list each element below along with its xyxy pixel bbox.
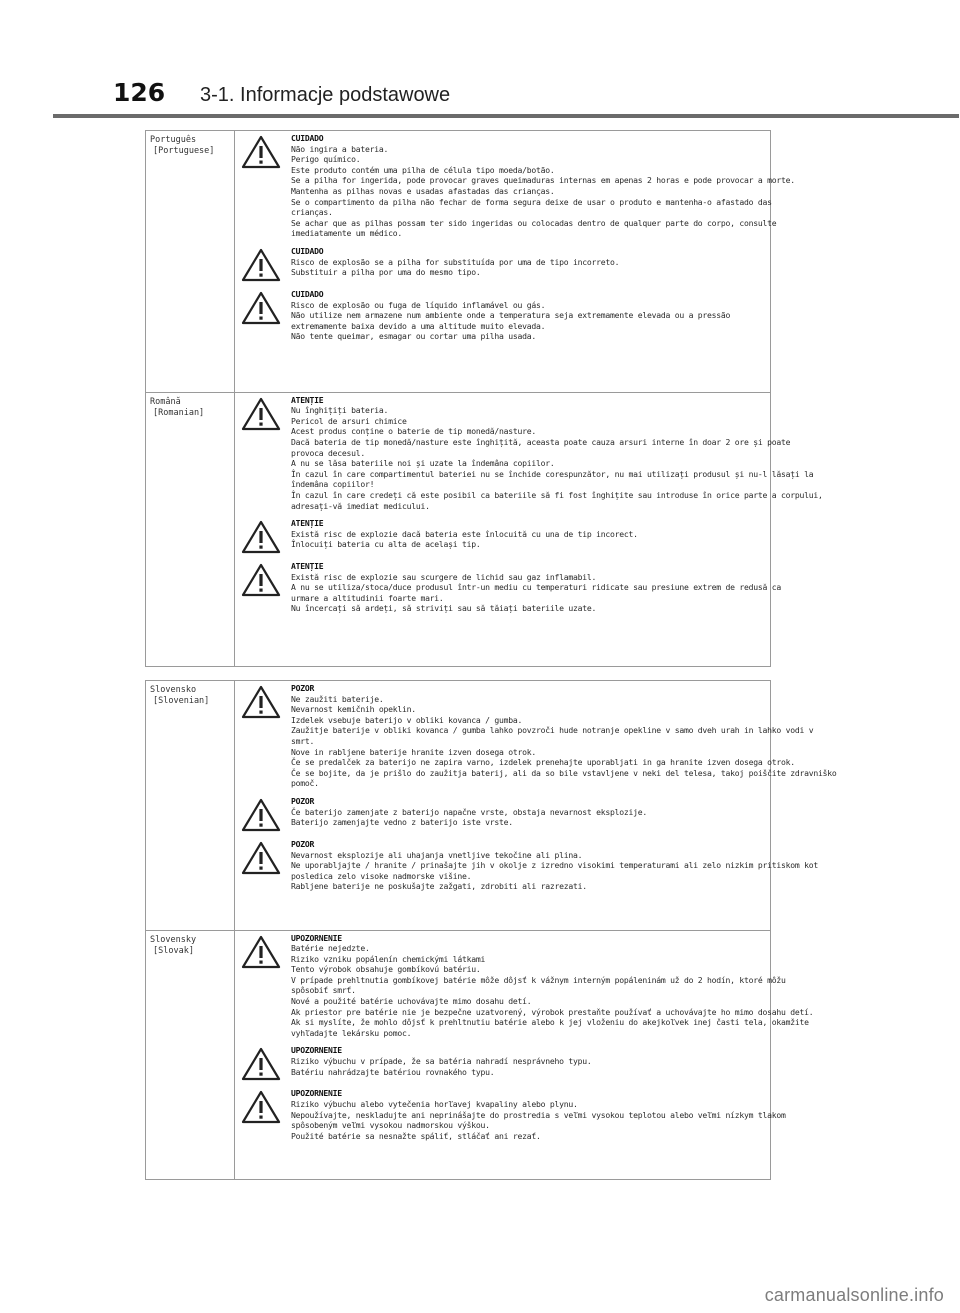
warning-heading: CUIDADO xyxy=(291,133,324,143)
warning-content-cell xyxy=(235,392,823,666)
warning-text-line: Înlocuiți bateria cu alta de același tip. xyxy=(291,539,481,550)
caution-block xyxy=(241,518,764,554)
warning-text-line: Există risc de explozie sau scurgere de lichid sau gaz inflamabil. xyxy=(291,571,597,582)
caution-block xyxy=(241,289,764,342)
warning-text-line: Există risc de explozie dacă bateria este înlocuită cu una de tip incorect. xyxy=(291,528,638,539)
warning-text-line: Riziko vzniku popálenín chemickými látkami xyxy=(291,953,486,964)
warning-text-line: Se o compartimento da pilha não fechar de forma segura deixe de usar o produto e mantenha-o afastado das xyxy=(291,196,772,207)
warning-text-line: Este produto contém uma pilha de célula tipo moeda/botão. xyxy=(291,164,555,175)
warning-text-line: Batérie nejedzte. xyxy=(291,943,370,954)
warning-text-line: Nové a použité batérie uchovávajte mimo dosahu detí. xyxy=(291,996,532,1007)
language-cell xyxy=(146,930,235,1180)
warning-text xyxy=(291,1088,786,1141)
language-row xyxy=(146,131,771,393)
warning-text-line: Izdelek vsebuje baterijo v obliki kovanca / gumba. xyxy=(291,714,523,725)
language-english-name: [Portuguese] xyxy=(153,146,215,156)
warning-table-top xyxy=(145,130,823,667)
warning-text xyxy=(291,289,764,342)
warning-text-line: vyhľadajte lekársku pomoc. xyxy=(291,1027,412,1038)
warning-text xyxy=(291,796,764,828)
warning-triangle-icon xyxy=(241,289,291,325)
warning-text-line: Riziko výbuchu alebo vytečenia horľavej kvapaliny alebo plynu. xyxy=(291,1099,578,1110)
warning-text-line: Nu încercați să ardeți, să striviți sau să tăiați bateriile uzate. xyxy=(291,603,597,614)
watermark: carmanualsonline.info xyxy=(764,1285,944,1305)
page-number: 126 xyxy=(113,78,166,107)
warning-text-line: Não utilize nem armazene num ambiente onde a temperatura seja extremamente elevada ou a pressão xyxy=(291,310,731,321)
warning-text-line: extremamente baixa devido a uma altitude muito elevada. xyxy=(291,320,546,331)
warning-triangle-icon xyxy=(241,683,291,719)
warning-heading: ATENȚIE xyxy=(291,394,324,405)
warning-text-line: Substituir a pilha por uma do mesmo tipo. xyxy=(291,267,481,278)
warning-text-line: Não tente queimar, esmagar ou cortar uma pilha usada. xyxy=(291,331,537,342)
warning-text-line: Ne uporabljajte / hranite / prinašajte jih v okolje z izredno visokimi temperaturami ali zelo nizkim pritiskom kot xyxy=(291,860,819,871)
warning-text-line: Batériu nahrádzajte batériou rovnakého typu. xyxy=(291,1066,495,1077)
caution-block xyxy=(241,796,764,832)
warning-text-line: Tento výrobok obsahuje gombíkovú batériu. xyxy=(291,964,481,975)
warning-text-line: Acest produs conține o baterie de tip monedă/nasture. xyxy=(291,426,537,437)
warning-triangle-icon xyxy=(241,395,291,431)
warning-heading: ATENȚIE xyxy=(291,561,324,572)
warning-table-bottom xyxy=(145,680,837,1180)
warning-text-line: Dacă bateria de tip monedă/nasture este înghițită, aceasta poate cauza arsuri interne în doar 2 ore și poate xyxy=(291,436,791,447)
warning-heading: POZOR xyxy=(291,795,315,806)
warning-text-line: provoca decesul. xyxy=(291,447,365,458)
warning-text-line: Če se bojite, da je prišlo do zaužitja baterij, ali da so bile vstavljene v neki del telesa, takoj poiščite zdravniško xyxy=(291,767,837,778)
caution-block xyxy=(241,1045,764,1081)
section-title: 3-1. Informacje podstawowe xyxy=(200,84,451,106)
warning-text-line: urmare a altitudinii foarte mari. xyxy=(291,592,444,603)
warning-text-line: Nove in rabljene baterije hranite izven dosega otrok. xyxy=(291,746,537,757)
warning-text-line: imediatamente um médico. xyxy=(291,228,402,239)
warning-text-line: spôsobeným veľmi vysokou nadmorskou výškou. xyxy=(291,1120,490,1131)
caution-block xyxy=(241,1088,786,1141)
warning-text-line: Nevarnost kemičnih opeklin. xyxy=(291,704,416,715)
warning-triangle-icon xyxy=(241,1045,291,1081)
warning-heading: CUIDADO xyxy=(291,245,324,256)
warning-text-line: Použité batérie sa nesnažte spáliť, stláčať ani rezať. xyxy=(291,1130,541,1141)
warning-text-line: smrt. xyxy=(291,735,315,746)
warning-text-line: posledica zelo visoke nadmorske višine. xyxy=(291,870,472,881)
language-native-name: Slovensky xyxy=(150,934,197,945)
warning-text-line: Perigo químico. xyxy=(291,154,361,165)
warning-text-line: spôsobiť smrť. xyxy=(291,985,356,996)
warning-heading: UPOZORNENIE xyxy=(291,1088,342,1099)
caution-block xyxy=(241,932,814,1039)
caution-block xyxy=(241,683,837,789)
warning-triangle-icon xyxy=(241,796,291,832)
warning-text-line: Risco de explosão se a pilha for substituída por uma de tipo incorreto. xyxy=(291,256,620,267)
warning-text-line: Baterijo zamenjajte vedno z baterijo iste vrste. xyxy=(291,817,513,828)
warning-triangle-icon xyxy=(241,246,291,282)
caution-block xyxy=(241,246,764,282)
warning-text-line: crianças. xyxy=(291,207,333,218)
warning-text-line: În cazul în care compartimentul bateriei nu se închide corespunzător, nu mai utilizați produsul și nu-l lăsați la xyxy=(291,468,814,479)
caution-block xyxy=(241,838,819,892)
warning-text xyxy=(291,1045,764,1077)
warning-text xyxy=(291,395,823,512)
warning-text-line: pomoč. xyxy=(291,778,319,789)
warning-text-line: Riziko výbuchu v prípade, že sa batéria nahradí nesprávneho typu. xyxy=(291,1056,592,1067)
warning-text-line: A nu se utiliza/stoca/duce produsul într-un mediu cu temperaturi ridicate sau presiune extrem de redusă ca xyxy=(291,582,782,593)
language-english-name: [Romanian] xyxy=(153,407,205,418)
warning-text xyxy=(291,683,837,789)
language-native-name: Português xyxy=(150,135,197,145)
warning-heading: POZOR xyxy=(291,683,315,693)
warning-triangle-icon xyxy=(241,1088,291,1124)
language-row xyxy=(146,930,771,1180)
warning-text xyxy=(291,561,781,614)
warning-text-line: Se achar que as pilhas possam ter sido ingeridas ou colocadas dentro de qualquer parte do corpo, consulte xyxy=(291,217,777,228)
language-native-name: Slovensko xyxy=(150,685,197,695)
warning-text-line: Ak priestor pre batérie nie je bezpečne uzatvorený, výrobok prestaňte používať a uchovávajte ho mimo dosahu detí. xyxy=(291,1006,814,1017)
caution-block xyxy=(241,133,795,239)
warning-text-line: Não ingira a bateria. xyxy=(291,143,389,154)
warning-content-cell xyxy=(235,681,837,931)
warning-text xyxy=(291,133,795,239)
warning-heading: ATENȚIE xyxy=(291,518,324,529)
warning-triangle-icon xyxy=(241,839,291,875)
warning-text-line: Mantenha as pilhas novas e usadas afastadas das crianças. xyxy=(291,185,555,196)
warning-heading: UPOZORNENIE xyxy=(291,1045,342,1056)
warning-triangle-icon xyxy=(241,133,291,169)
warning-text xyxy=(291,933,813,1039)
language-cell xyxy=(146,681,235,931)
page-header xyxy=(0,0,960,120)
warning-heading: CUIDADO xyxy=(291,288,324,299)
warning-triangle-icon xyxy=(241,518,291,554)
warning-text-line: Če baterijo zamenjate z baterijo napačne vrste, obstaja nevarnost eksplozije. xyxy=(291,806,647,817)
caution-block xyxy=(241,561,782,614)
warning-text-line: Nevarnost eksplozije ali uhajanja vnetljive tekočine ali plina. xyxy=(291,849,583,860)
warning-text-line: Pericol de arsuri chimice xyxy=(291,415,407,426)
warning-text-line: Ak si myslíte, že mohlo dôjsť k prehltnutiu batérie alebo k jej vloženiu do akejkoľvek inej časti tela, okamžite xyxy=(291,1017,809,1028)
warning-text-line: Nepoužívajte, neskladujte ani neprinášajte do prostredia s veľmi vysokou teplotou alebo veľmi nízkym tlakom xyxy=(291,1109,786,1120)
warning-content-cell xyxy=(235,930,814,1180)
warning-text-line: Nu înghițiți bateria. xyxy=(291,405,389,416)
warning-content-cell xyxy=(235,131,795,393)
warning-text-line: În cazul în care credeți că este posibil ca bateriile să fi fost înghițite sau introduse în orice parte a corpului, xyxy=(291,489,823,500)
warning-text-line: Če se predalček za baterijo ne zapira varno, izdelek prenehajte uporabljati in ga hranite izven dosega otrok. xyxy=(291,757,795,768)
warning-text-line: Zaužitje baterije v obliki kovanca / gumba lahko povzroči hude notranje opekline v samo dveh urah in lahko vodi v xyxy=(291,725,814,736)
language-native-name: Română xyxy=(150,396,181,407)
language-english-name: [Slovak] xyxy=(153,945,194,956)
warning-triangle-icon xyxy=(241,561,291,597)
caution-block xyxy=(241,394,823,512)
warning-text-line: Risco de explosão ou fuga de líquido inflamável ou gás. xyxy=(291,299,546,310)
warning-triangle-icon xyxy=(241,933,291,969)
warning-text xyxy=(291,246,764,278)
language-cell xyxy=(146,131,235,393)
warning-heading: POZOR xyxy=(291,838,315,849)
warning-text-line: îndemâna copiilor! xyxy=(291,479,375,490)
warning-text-line: V prípade prehltnutia gombíkovej batérie môže dôjsť k vážnym interným popáleninám už do 2 hodín, ktoré môžu xyxy=(291,974,786,985)
language-row xyxy=(146,392,771,666)
warning-text-line: Se a pilha for ingerida, pode provocar graves queimaduras internas em apenas 2 horas e pode provocar a morte. xyxy=(291,175,795,186)
language-cell xyxy=(146,392,235,666)
language-english-name: [Slovenian] xyxy=(153,696,210,706)
warning-text-line: Ne zaužiti baterije. xyxy=(291,693,384,704)
warning-heading: UPOZORNENIE xyxy=(291,932,342,943)
warning-text-line: A nu se lăsa bateriile noi și uzate la îndemâna copiilor. xyxy=(291,458,555,469)
warning-text xyxy=(291,839,818,892)
warning-text-line: Rabljene baterije ne poskušajte zažgati, zdrobiti ali razrezati. xyxy=(291,881,587,892)
warning-text-line: adresați-vă imediat medicului. xyxy=(291,500,430,511)
warning-text xyxy=(291,518,764,550)
language-row xyxy=(146,681,771,931)
header-divider xyxy=(53,114,959,118)
